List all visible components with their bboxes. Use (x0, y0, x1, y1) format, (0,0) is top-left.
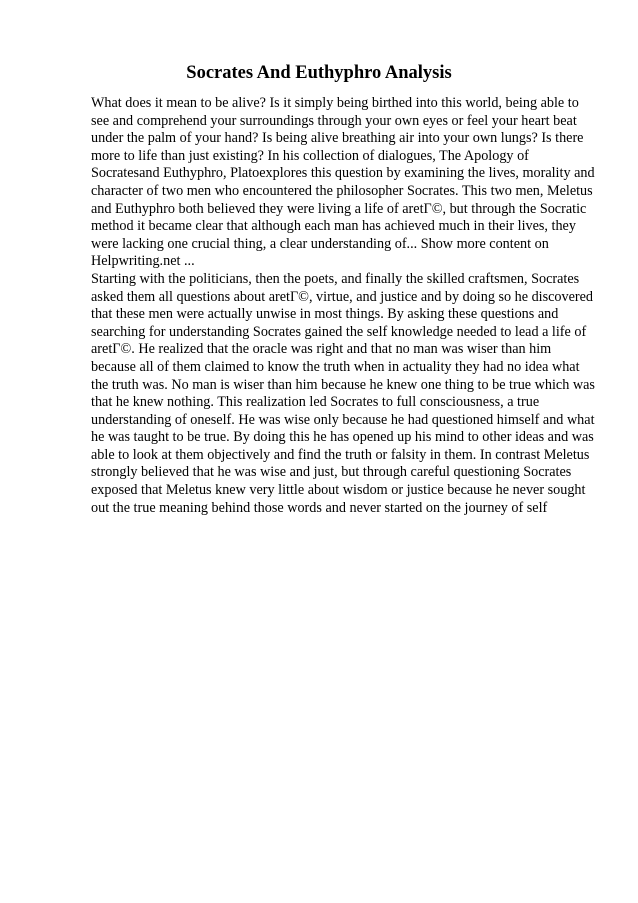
document-title: Socrates And Euthyphro Analysis (186, 63, 452, 83)
paragraph-intro: What does it mean to be alive? Is it simply being birthed into this world, being able to see and comprehend your surroundings through your own eyes or feel your heart beat under the palm of your hand? Is being alive breathing air into your own lungs? Is there more to life than just existing? In his collection of dialogues, The Apology of Socratesand Euthyphro, Platoexplores this question by examining the lives, morality and character of two men who encountered the philosopher Socrates. This two men, Meletus and Euthyphro both believed they were living a life of aretΓ©, but through the Socratic method it became clear that although each man has achieved much in their lives, they were lacking one crucial thing, a clear understanding of... Show more content on Helpwriting.net ... (91, 95, 595, 270)
document-body (91, 95, 596, 517)
paragraph-main: Starting with the politicians, then the poets, and finally the skilled craftsmen, Socrates asked them all questions about aretΓ©, virtue, and justice and by doing so he discovered that these men were actually unwise in most things. By asking these questions and searching for understanding Socrates gained the self knowledge needed to lead a life of aretΓ©. He realized that the oracle was right and that no man was wiser than him because all of them claimed to know the truth when in actuality they had no idea what the truth was. No man is wiser than him because he knew one thing to be true which was that he knew nothing. This realization led Socrates to full consciousness, a true understanding of oneself. He was wise only because he had questioned himself and what he was taught to be true. By doing this he has opened up his mind to other ideas and was able to look at them objectively and find the truth or falsity in them. In contrast Meletus strongly believed that he was wise and just, but through careful questioning Socrates exposed that Meletus knew very little about wisdom or justice because he never sought out the true meaning behind those words and never started on the journey of self (91, 270, 595, 516)
